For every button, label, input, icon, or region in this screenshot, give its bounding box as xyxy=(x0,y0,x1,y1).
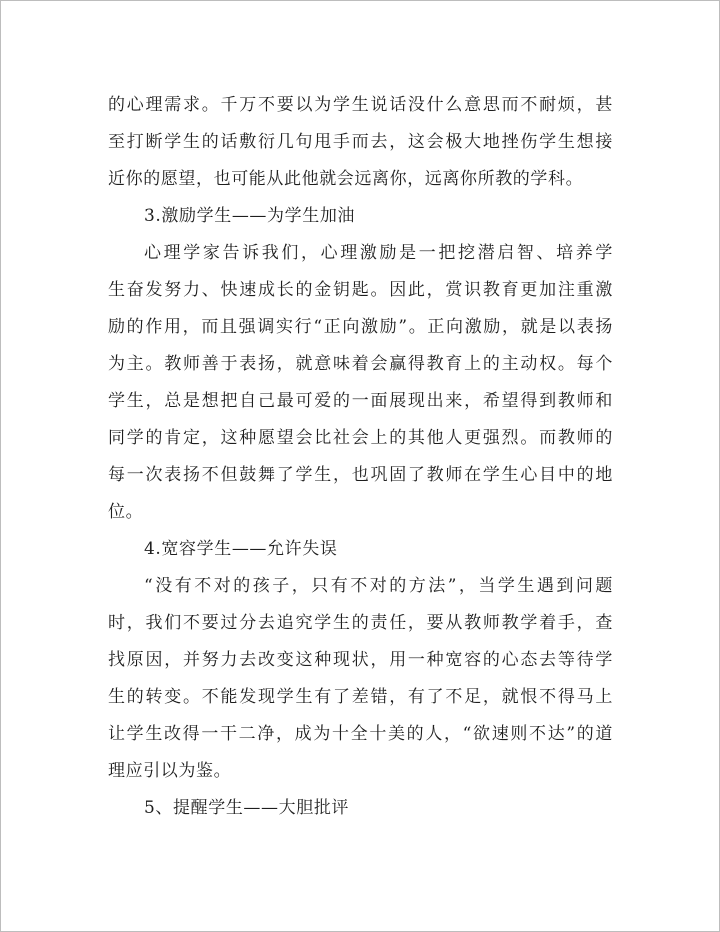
paragraph-line: 学生，总是想把自己最可爱的一面展现出来，希望得到教师和 xyxy=(108,391,613,411)
section-heading-3: 3.激励学生——为学生加油 xyxy=(144,206,356,226)
paragraph-line: 理应引以为鉴。 xyxy=(108,761,232,781)
paragraph-line: 生的转变。不能发现学生有了差错，有了不足，就恨不得马上 xyxy=(108,687,613,707)
paragraph-line: 心理学家告诉我们，心理激励是一把挖潜启智、培养学 xyxy=(144,243,613,263)
paragraph-line: 每一次表扬不但鼓舞了学生，也巩固了教师在学生心目中的地 xyxy=(108,465,613,485)
paragraph-line: 近你的愿望，也可能从此他就会远离你，远离你所教的学科。 xyxy=(108,169,584,189)
section-heading-4: 4.宽容学生——允许失误 xyxy=(144,539,338,559)
paragraph-line: “没有不对的孩子，只有不对的方法”，当学生遇到问题 xyxy=(144,576,613,596)
paragraph-line: 找原因，并努力去改变这种现状，用一种宽容的心态去等待学 xyxy=(108,650,613,670)
paragraph-line: 生奋发努力、快速成长的金钥匙。因此，赏识教育更加注重激 xyxy=(108,280,613,300)
paragraph-line: 为主。教师善于表扬，就意味着会赢得教育上的主动权。每个 xyxy=(108,354,613,374)
paragraph-line: 位。 xyxy=(108,502,144,522)
paragraph-line: 让学生改得一干二净，成为十全十美的人，“欲速则不达”的道 xyxy=(108,724,613,744)
section-heading-5: 5、提醒学生——大胆批评 xyxy=(144,798,350,818)
paragraph-line: 同学的肯定，这种愿望会比社会上的其他人更强烈。而教师的 xyxy=(108,428,613,448)
paragraph-line: 时，我们不要过分去追究学生的责任，要从教师教学着手，查 xyxy=(108,613,613,633)
paragraph-line: 励的作用，而且强调实行“正向激励”。正向激励，就是以表扬 xyxy=(108,317,613,337)
paragraph-line: 至打断学生的话敷衍几句甩手而去，这会极大地挫伤学生想接 xyxy=(108,132,613,152)
paragraph-line: 的心理需求。千万不要以为学生说话没什么意思而不耐烦，甚 xyxy=(108,95,613,115)
